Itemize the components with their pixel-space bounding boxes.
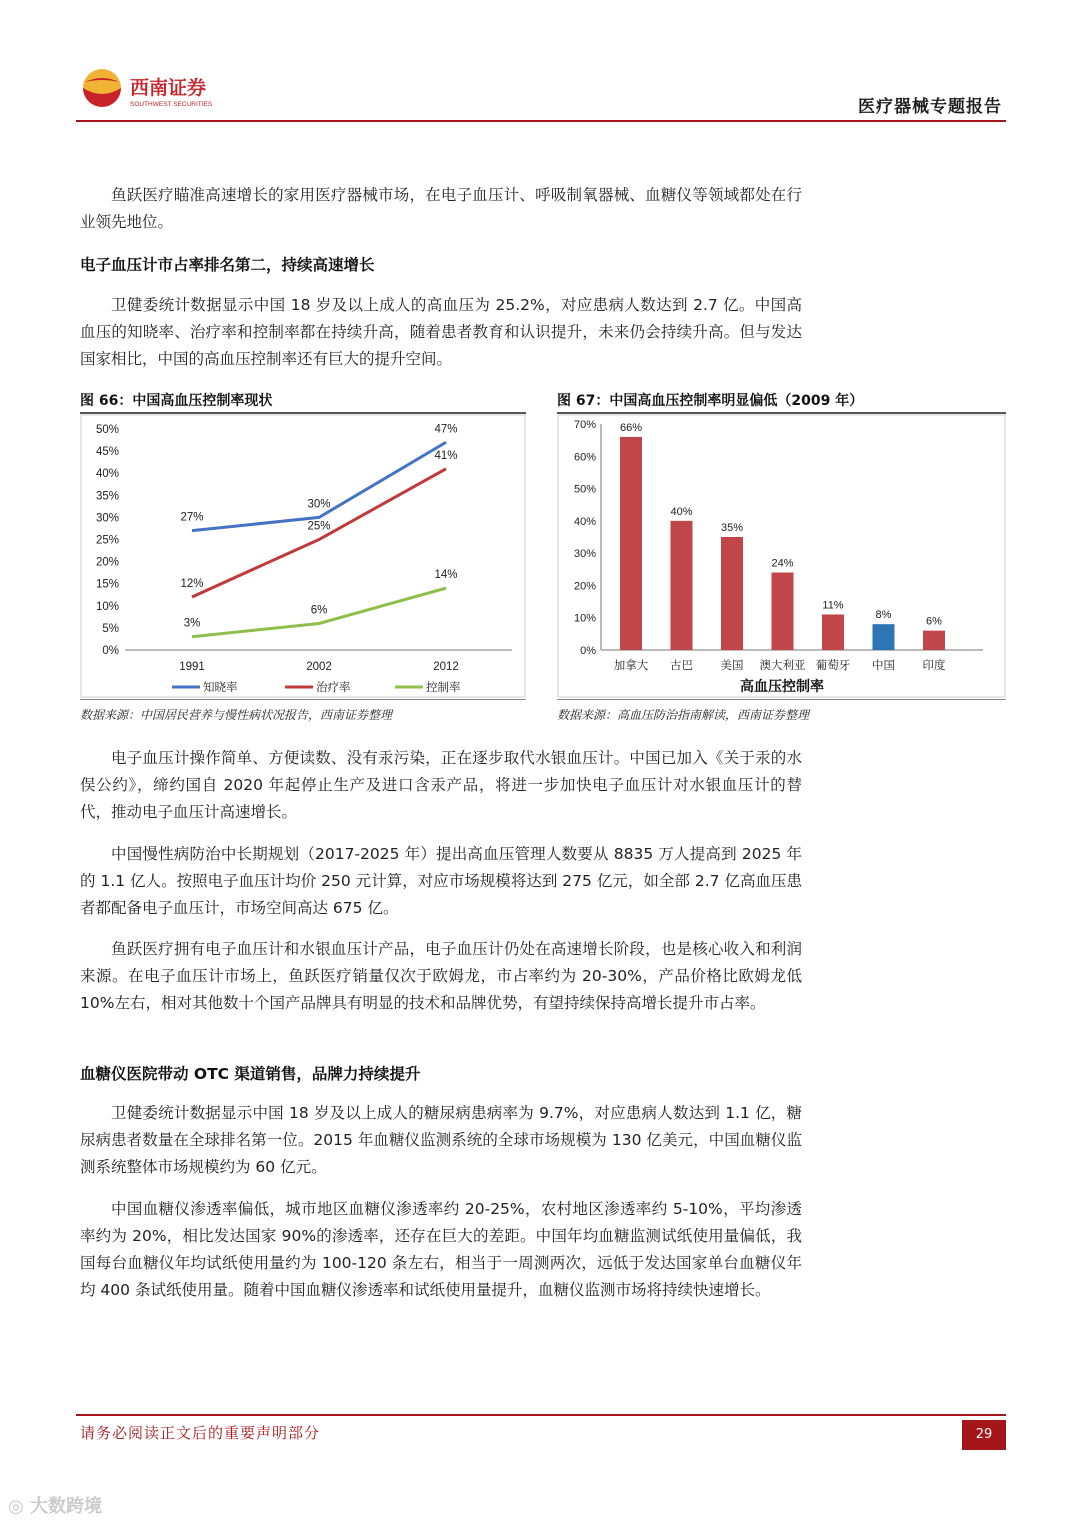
footer-disclaimer: 请务必阅读正文后的重要声明部分 (80, 1424, 321, 1442)
logo-text-en: SOUTHWEST SECURITIES (130, 101, 213, 108)
bar-3 (721, 537, 743, 650)
figure-66-title: 图 66：中国高血压控制率现状 (80, 393, 273, 409)
y-tick-label: 50% (95, 424, 119, 436)
data-label: 8% (875, 609, 892, 622)
y-tick-label: 60% (573, 451, 596, 464)
data-label: 6% (926, 615, 942, 628)
figure-66-source: 数据来源：中国居民营养与慢性病状况报告，西南证券整理 (80, 708, 393, 722)
bar-1 (620, 437, 642, 650)
watermark-icon: ◎ (8, 1496, 30, 1517)
y-tick-label: 10% (95, 600, 119, 613)
y-tick-label: 0% (102, 645, 119, 657)
data-label: 41% (434, 449, 458, 462)
section-heading-glucose-meter: 血糖仪医院带动 OTC 渠道销售，品牌力持续提升 (80, 1065, 421, 1083)
x-axis-title: 高血压控制率 (740, 678, 824, 694)
y-tick-label: 40% (95, 468, 119, 481)
y-tick-label: 30% (95, 512, 119, 525)
series-line-1 (192, 442, 446, 530)
paragraph-hypertension-stats: 卫健委统计数据显示中国 18 岁及以上成人的高血压为 25.2%，对应患病人数达到 2.7 亿。中国高血压的知晓率、治疗率和控制率都在持续升高，随着患者教育和认识提升，未来仍会持续升高。但与发达国家相比，中国的高血压控制率还有巨大的提升空间。 (80, 296, 802, 368)
data-label: 25% (307, 520, 331, 533)
bar-7 (923, 631, 945, 650)
paragraph-diabetes-stats: 卫健委统计数据显示中国 18 岁及以上成人的糖尿病患病率为 9.7%，对应患病人数达到 1.1 亿，糖尿病患者数量在全球排名第一位。2015 年血糖仪监测系统的全球市场规模为 130 亿美元，中国血糖仪监测系统整体市场规模约为 60 亿元。 (80, 1104, 802, 1176)
paragraph-market-size: 中国慢性病防治中长期规划（2017-2025 年）提出高血压管理人数要从 8835 万人提高到 2025 年的 1.1 亿人。按照电子血压计均价 250 元计算，对应市场规模将达到 275 亿元，如全部 2.7 亿高血压患者都配备电子血压计，市场空间高达 675 亿。 (80, 845, 802, 917)
figure-66-bottom-rule (80, 699, 526, 700)
x-tick-label: 中国 (872, 660, 895, 672)
data-label: 24% (771, 557, 794, 570)
data-label: 12% (180, 577, 204, 590)
x-tick-label: 2002 (306, 661, 332, 673)
x-tick-label: 1991 (179, 661, 205, 673)
figure-66-chart (80, 414, 526, 698)
chart-frame (81, 415, 525, 697)
data-label: 40% (670, 505, 693, 518)
bar-2 (671, 521, 693, 650)
y-tick-label: 45% (95, 446, 119, 459)
data-label: 3% (183, 617, 201, 630)
x-tick-label: 2012 (433, 661, 459, 673)
y-tick-label: 35% (95, 490, 119, 503)
data-label: 6% (310, 604, 328, 617)
bar-chart-control-rate-by-country (557, 414, 1006, 698)
bar-5 (822, 614, 844, 650)
data-label: 47% (434, 423, 458, 436)
x-tick-label: 印度 (922, 660, 946, 672)
bar-6 (873, 624, 895, 650)
data-label: 30% (307, 498, 331, 511)
x-tick-label: 古巴 (670, 660, 693, 672)
section-heading-bp-monitor: 电子血压计市占率排名第二，持续高速增长 (80, 256, 375, 274)
series-line-2 (192, 469, 446, 597)
report-title: 医疗器械专题报告 (858, 97, 1002, 117)
data-label: 66% (619, 421, 643, 434)
paragraph-intro: 鱼跃医疗瞄准高速增长的家用医疗器械市场，在电子血压计、呼吸制氧器械、血糖仪等领域都处在行业领先地位。 (80, 186, 802, 231)
figure-67-bottom-rule (557, 699, 1006, 700)
page-number: 29 (962, 1420, 1006, 1450)
legend-label: 知晓率 (203, 682, 238, 694)
y-tick-label: 20% (95, 556, 119, 569)
x-tick-label: 加拿大 (613, 660, 649, 672)
bar-4 (772, 573, 794, 650)
footer-divider (76, 1414, 1006, 1416)
y-tick-label: 5% (102, 622, 119, 635)
data-label: 27% (180, 511, 204, 524)
y-tick-label: 10% (573, 612, 596, 625)
y-tick-label: 40% (573, 515, 596, 528)
watermark-text: 大数跨境 (29, 1496, 102, 1517)
header-divider (76, 120, 1006, 122)
line-chart-control-rates (80, 414, 526, 698)
y-tick-label: 25% (95, 534, 119, 547)
logo-text-cn: 西南证券 (130, 78, 207, 99)
x-tick-label: 澳大利亚 (759, 660, 806, 672)
paragraph-mercury-replacement: 电子血压计操作简单、方便读数、没有汞污染，正在逐步取代水银血压计。中国已加入《关于汞的水俣公约》，缔约国自 2020 年起停止生产及进口含汞产品，将进一步加快电子血压计对水银血压计的替代，推动电子血压计高速增长。 (80, 749, 802, 821)
legend-label: 控制率 (426, 682, 461, 694)
legend-label: 治疗率 (316, 682, 351, 694)
y-tick-label: 30% (573, 548, 596, 561)
figure-67-title: 图 67：中国高血压控制率明显偏低（2009 年） (557, 393, 864, 409)
y-tick-label: 20% (573, 580, 596, 593)
paragraph-yuyue-bp-position: 鱼跃医疗拥有电子血压计和水银血压计产品，电子血压计仍处在高速增长阶段，也是核心收入和利润来源。在电子血压计市场上，鱼跃医疗销量仅次于欧姆龙，市占率约为 20-30%，产品价格比欧姆龙低 10%左右，相对其他数十个国产品牌具有明显的技术和品牌优势，有望持续保持高增长提升市占率。 (80, 940, 802, 1012)
y-tick-label: 70% (573, 419, 596, 431)
y-tick-label: 0% (580, 645, 596, 657)
y-tick-label: 15% (95, 578, 119, 591)
data-label: 14% (434, 569, 458, 582)
x-tick-label: 葡萄牙 (815, 660, 851, 672)
watermark (8, 1492, 102, 1518)
figure-67-chart (557, 414, 1006, 698)
y-tick-label: 50% (573, 483, 596, 496)
data-label: 35% (720, 522, 744, 534)
paragraph-glucose-penetration: 中国血糖仪渗透率偏低，城市地区血糖仪渗透率约 20-25%，农村地区渗透率约 5-10%，平均渗透率约为 20%，相比发达国家 90%的渗透率，还存在巨大的差距。中国年均血糖监测试纸使用量偏低，我国每台血糖仪年均试纸使用量约为 100-120 条左右，相当于一周测两次，远低于发达国家单台血糖仪年均 400 条试纸使用量。随着中国血糖仪渗透率和试纸使用量提升，血糖仪监测市场将持续快速增长。 (80, 1200, 802, 1299)
company-logo (80, 66, 230, 116)
figure-67-source: 数据来源：高血压防治指南解读，西南证券整理 (557, 708, 810, 722)
x-tick-label: 美国 (720, 660, 744, 672)
data-label: 11% (822, 599, 844, 612)
